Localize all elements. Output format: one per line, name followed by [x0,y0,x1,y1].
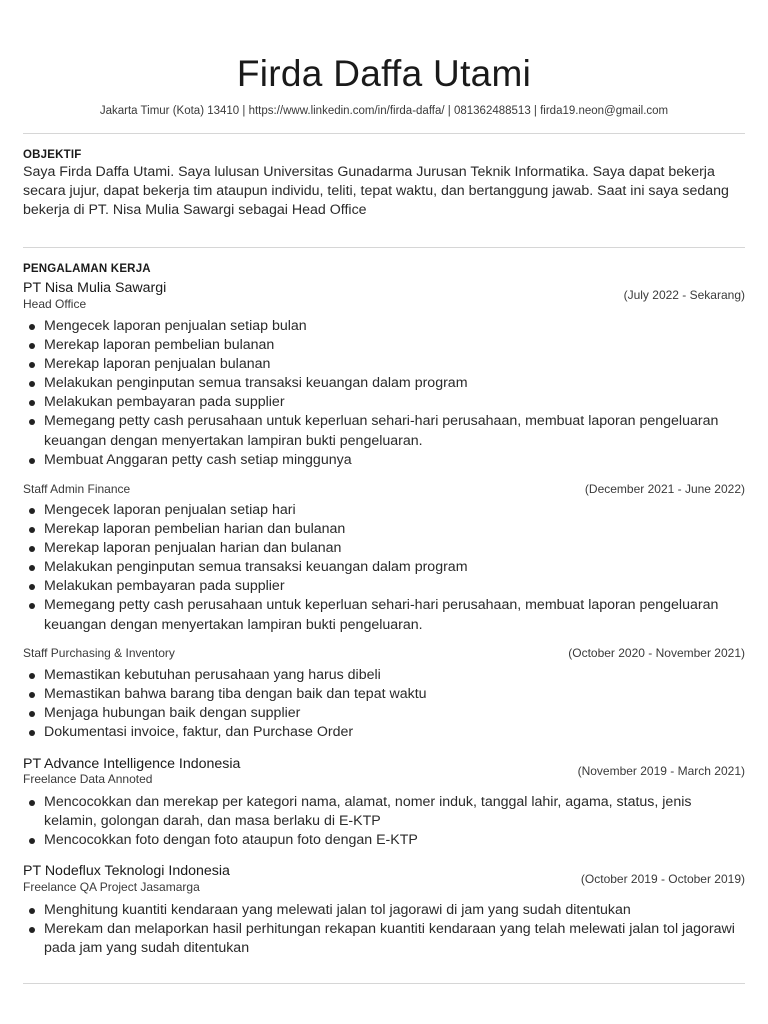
list-item: Memegang petty cash perusahaan untuk keperluan sehari-hari perusahaan, membuat laporan pengeluaran keuangan dengan menyertakan lampiran bukti pengeluaran. [23,596,747,634]
list-item: Mencocokkan dan merekap per kategori nama, alamat, nomer induk, tanggal lahir, agama, status, jenis kelamin, golongan darah, dan masa berlaku di E-KTP [23,793,747,831]
job-company: PT Advance Intelligence Indonesia [23,756,241,772]
job-duties [23,793,747,850]
list-item: Melakukan pembayaran pada supplier [23,577,747,596]
job-date: (October 2019 - October 2019) [580,872,745,886]
objective-text: Saya Firda Daffa Utami. Saya lulusan Universitas Gunadarma Jurusan Teknik Informatika. Saya dapat bekerja secara jujur, dapat bekerja tim ataupun individu, teliti, tepat waktu, dan bertanggung jawab. Saat ini saya sedang bekerja di PT. Nisa Mulia Sawargi sebagai Head Office [23,164,729,219]
resume-name: Firda Daffa Utami [236,53,532,94]
experience-heading: PENGALAMAN KERJA [23,263,151,275]
job-company: PT Nodeflux Teknologi Indonesia [23,863,230,879]
list-item: Dokumentasi invoice, faktur, dan Purchase Order [23,723,747,742]
list-item: Memegang petty cash perusahaan untuk keperluan sehari-hari perusahaan, membuat laporan pengeluaran keuangan dengan menyertakan lampiran bukti pengeluaran. [23,412,747,450]
job-date: (October 2020 - November 2021) [568,646,745,660]
list-item: Menghitung kuantiti kendaraan yang melewati jalan tol jagorawi di jam yang sudah ditentukan [23,901,747,920]
list-item: Melakukan penginputan semua transaksi keuangan dalam program [23,374,747,393]
job-company: PT Nisa Mulia Sawargi [23,280,167,296]
list-item: Menjaga hubungan baik dengan supplier [23,704,747,723]
list-item: Merekap laporan penjualan harian dan bulanan [23,539,747,558]
job-date: (July 2022 - Sekarang) [623,288,745,302]
job-role: Freelance Data Annoted [23,772,153,786]
job-duties [23,501,747,635]
list-item: Mengecek laporan penjualan setiap bulan [23,317,747,336]
list-item: Memastikan kebutuhan perusahaan yang harus dibeli [23,666,747,685]
job-duties [23,666,747,742]
list-item: Mengecek laporan penjualan setiap hari [23,501,747,520]
list-item: Membuat Anggaran petty cash setiap minggunya [23,451,747,470]
job-date: (December 2021 - June 2022) [584,482,745,496]
divider [23,983,745,984]
objective-heading: OBJEKTIF [23,149,82,161]
job-duties [23,317,747,470]
divider [23,247,745,248]
list-item: Melakukan pembayaran pada supplier [23,393,747,412]
list-item: Memastikan bahwa barang tiba dengan baik dan tepat waktu [23,685,747,704]
job-date: (November 2019 - March 2021) [577,764,745,778]
job-role: Staff Admin Finance [23,482,131,496]
divider [23,133,745,134]
list-item: Melakukan penginputan semua transaksi keuangan dalam program [23,558,747,577]
list-item: Merekap laporan pembelian harian dan bulanan [23,520,747,539]
contact-line: Jakarta Timur (Kota) 13410 | https://www.linkedin.com/in/firda-daffa/ | 081362488513 | firda19.neon@gmail.com [99,105,669,117]
list-item: Merekap laporan pembelian bulanan [23,336,747,355]
list-item: Mencocokkan foto dengan foto ataupun foto dengan E-KTP [23,831,747,850]
job-duties [23,901,747,958]
list-item: Merekap laporan penjualan bulanan [23,355,747,374]
list-item: Merekam dan melaporkan hasil perhitungan rekapan kuantiti kendaraan yang telah melewati jalan tol jagorawi pada jam yang sudah ditentukan [23,920,747,958]
job-role: Head Office [23,297,87,311]
job-role: Freelance QA Project Jasamarga [23,880,200,894]
job-role: Staff Purchasing & Inventory [23,646,175,660]
